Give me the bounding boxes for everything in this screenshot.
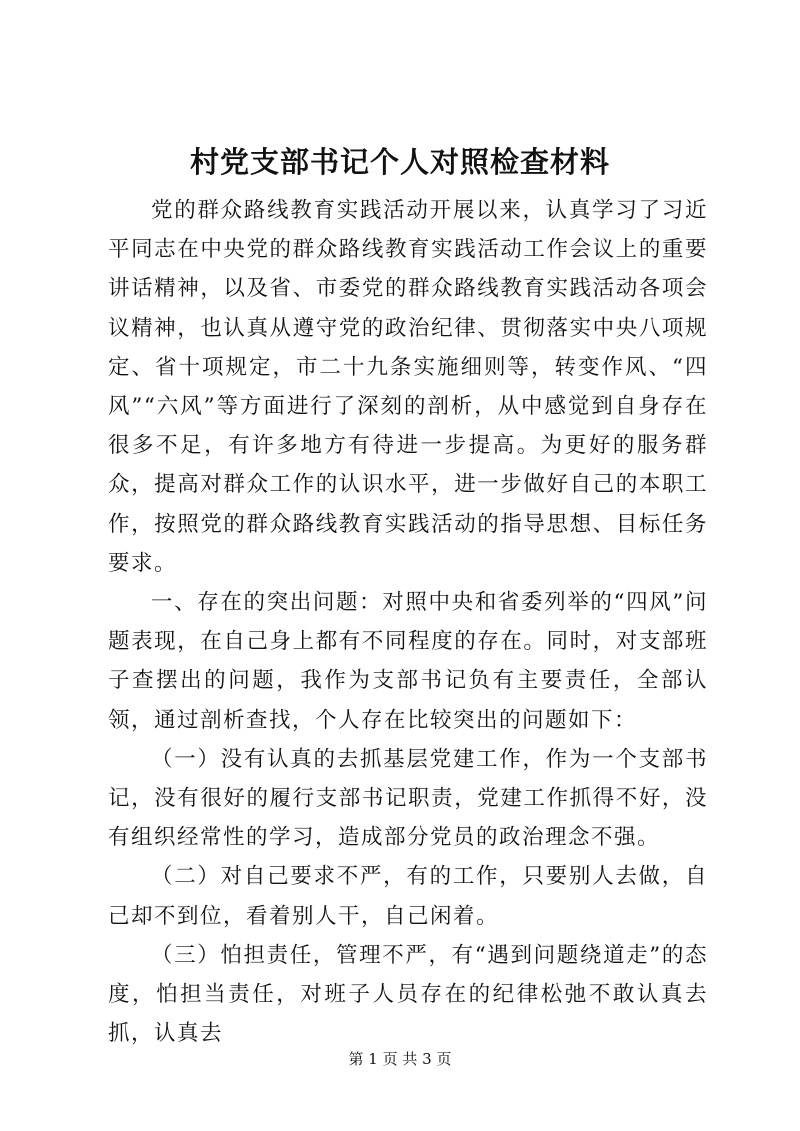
paragraph-section-1: 一、存在的突出问题：对照中央和省委列举的“四风”问题表现，在自己身上都有不同程度的存在。同时，对支部班子查摆出的问题，我作为支部书记负有主要责任，全部认领，通过剖析查找，个人存在比较突出的问题如下： xyxy=(108,590,708,733)
paragraph-item-1: （一）没有认真的去抓基层党建工作，作为一个支部书记，没有很好的履行支部书记职责，党建工作抓得不好，没有组织经常性的学习，造成部分党员的政治理念不强。 xyxy=(108,746,708,851)
document-body xyxy=(108,191,708,1053)
page-number-footer: 第 1 页 共 3 页 xyxy=(348,1050,452,1068)
paragraph-item-2: （二）对自己要求不严，有的工作，只要别人去做，自己却不到位，看着别人干，自己闲着。 xyxy=(108,864,708,929)
paragraph-intro: 党的群众路线教育实践活动开展以来，认真学习了习近平同志在中央党的群众路线教育实践活动工作会议上的重要讲话精神，以及省、市委党的群众路线教育实践活动各项会议精神，也认真从遵守党的政治纪律、贯彻落实中央八项规定、省十项规定，市二十九条实施细则等，转变作风、“四风”“六风”等方面进行了深刻的剖析，从中感觉到自身存在很多不足，有许多地方有待进一步提高。为更好的服务群众，提高对群众工作的认识水平，进一步做好自己的本职工作，按照党的群众路线教育实践活动的指导思想、目标任务要求。 xyxy=(108,198,708,576)
paragraph-item-3: （三）怕担责任，管理不严，有“遇到问题绕道走”的态度，怕担当责任，对班子人员存在的纪律松弛不敢认真去抓，认真去 xyxy=(108,942,708,1047)
document-title: 村党支部书记个人对照检查材料 xyxy=(189,145,610,179)
